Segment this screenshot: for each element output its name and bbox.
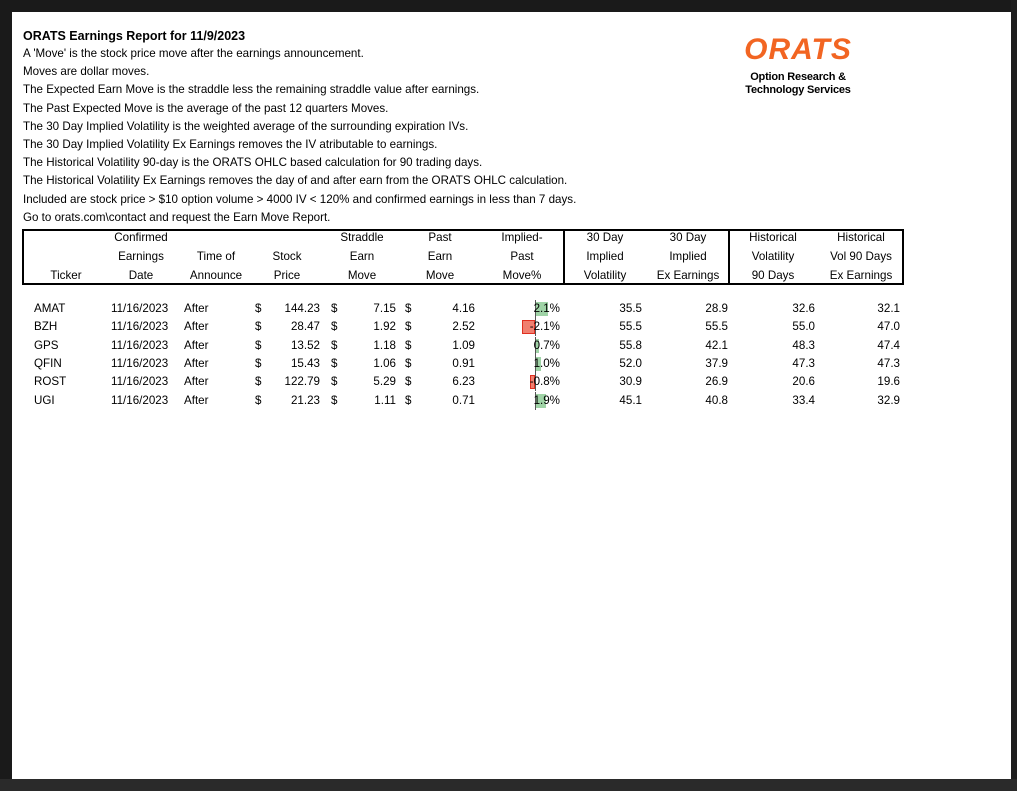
cell-ticker: UGI <box>34 393 55 407</box>
table-row <box>22 373 904 391</box>
cell-date: 11/16/2023 <box>111 320 169 334</box>
header-line: Volatility <box>583 268 627 282</box>
cell-past: 4.16 <box>452 302 475 315</box>
cell-hv90: 55.0 <box>792 320 815 334</box>
header-line: Straddle <box>340 231 384 244</box>
header-line: Move% <box>502 268 542 282</box>
cell-ratio: 1.0% <box>533 356 560 370</box>
header-line <box>22 248 110 267</box>
header-ticker <box>22 229 110 285</box>
report-notes <box>23 45 723 227</box>
logo-wordmark: ORATS <box>744 33 852 66</box>
cell-dollar: $ <box>405 375 412 389</box>
header-line: Price <box>273 268 301 282</box>
report-note: The Expected Earn Move is the straddle less the remaining straddle value after earnings. <box>23 83 480 97</box>
cell-price: 144.23 <box>284 302 320 315</box>
report-note: The Historical Volatility 90-day is the ORATS OHLC based calculation for 90 trading days. <box>23 156 483 170</box>
header-line: Earn <box>427 249 453 263</box>
cell-dollar: $ <box>255 375 262 389</box>
header-line: Historical <box>749 231 797 244</box>
table-row <box>22 392 904 410</box>
cell-ratio: 2.1% <box>533 302 560 315</box>
table-row <box>22 355 904 373</box>
header-line: 30 Day <box>669 231 707 244</box>
cell-price: 13.52 <box>290 338 320 352</box>
cell-dollar: $ <box>331 302 338 315</box>
cell-hvex: 47.3 <box>877 356 900 370</box>
cell-date: 11/16/2023 <box>111 338 169 352</box>
cell-time: After <box>184 393 209 407</box>
report-note: The 30 Day Implied Volatility is the weighted average of the surrounding expiration IVs. <box>23 119 469 133</box>
header-line: Historical <box>837 231 885 244</box>
cell-dollar: $ <box>331 356 338 370</box>
header-date <box>106 229 176 285</box>
cell-dollar: $ <box>405 338 412 352</box>
cell-dollar: $ <box>405 356 412 370</box>
cell-ivex: 37.9 <box>705 356 728 370</box>
header-line: Date <box>128 268 154 282</box>
header-line <box>182 229 250 248</box>
cell-price: 28.47 <box>290 320 320 334</box>
cell-straddle: 5.29 <box>373 375 396 389</box>
header-line: Past <box>510 249 534 263</box>
header-line: Earn <box>349 249 375 263</box>
cell-ratio: -0.8% <box>529 375 560 389</box>
cell-date: 11/16/2023 <box>111 393 169 407</box>
header-hvex <box>820 229 902 285</box>
cell-straddle: 7.15 <box>373 302 396 315</box>
cell-hvex: 32.9 <box>877 393 900 407</box>
report-note: Go to orats.com\contact and request the Earn Move Report. <box>23 210 331 224</box>
header-time <box>182 229 250 285</box>
cell-time: After <box>184 375 209 389</box>
cell-dollar: $ <box>405 302 412 315</box>
background-strip <box>0 779 1017 791</box>
report-note: Included are stock price > $10 option volume > 4000 IV < 120% and confirmed earnings in less than 7 days. <box>23 192 577 206</box>
cell-iv30: 35.5 <box>619 302 642 315</box>
header-price <box>258 229 316 285</box>
cell-hvex: 47.4 <box>877 338 900 352</box>
logo-line-2: Technology Services <box>745 84 851 96</box>
header-line: Stock <box>272 249 302 263</box>
cell-dollar: $ <box>255 356 262 370</box>
cell-past: 1.09 <box>452 338 475 352</box>
cell-date: 11/16/2023 <box>111 302 169 315</box>
header-ivex <box>648 229 728 285</box>
table-row <box>22 337 904 355</box>
cell-past: 0.71 <box>452 393 475 407</box>
cell-price: 21.23 <box>290 393 320 407</box>
report-note: The 30 Day Implied Volatility Ex Earnings removes the IV atributable to earnings. <box>23 138 438 152</box>
header-line <box>22 229 110 248</box>
header-line: Confirmed <box>114 231 168 244</box>
cell-iv30: 52.0 <box>619 356 642 370</box>
cell-price: 15.43 <box>290 356 320 370</box>
header-line: Ex Earnings <box>656 268 720 282</box>
header-line: Move <box>347 268 377 282</box>
cell-ticker: QFIN <box>34 356 62 370</box>
cell-ivex: 42.1 <box>705 338 728 352</box>
cell-straddle: 1.06 <box>373 356 396 370</box>
cell-hvex: 19.6 <box>877 375 900 389</box>
cell-ticker: ROST <box>34 375 67 389</box>
cell-iv30: 30.9 <box>619 375 642 389</box>
cell-hv90: 33.4 <box>792 393 815 407</box>
cell-dollar: $ <box>331 375 338 389</box>
report-title: ORATS Earnings Report for 11/9/2023 <box>23 29 246 43</box>
cell-ivex: 28.9 <box>705 302 728 315</box>
report-note: The Historical Volatility Ex Earnings removes the day of and after earn from the ORATS OHLC calculation. <box>23 174 568 188</box>
header-line: Implied <box>669 249 707 263</box>
table-row <box>22 300 904 318</box>
cell-ivex: 40.8 <box>705 393 728 407</box>
report-header <box>23 27 723 227</box>
orats-logo-mark <box>733 30 863 66</box>
cell-ticker: AMAT <box>34 302 66 315</box>
header-line: Earnings <box>118 249 164 263</box>
cell-dollar: $ <box>331 393 338 407</box>
cell-time: After <box>184 320 209 334</box>
cell-hvex: 47.0 <box>877 320 900 334</box>
cell-straddle: 1.92 <box>373 320 396 334</box>
cell-price: 122.79 <box>284 375 320 389</box>
cell-hv90: 47.3 <box>792 356 815 370</box>
cell-straddle: 1.11 <box>374 393 396 407</box>
header-line: Move <box>425 268 455 282</box>
cell-dollar: $ <box>255 338 262 352</box>
header-line: Volatility <box>751 249 795 263</box>
cell-iv30: 55.5 <box>619 320 642 334</box>
cell-ivex: 55.5 <box>705 320 728 334</box>
cell-ticker: BZH <box>34 320 58 334</box>
header-ratio <box>488 229 556 285</box>
cell-hv90: 32.6 <box>792 302 815 315</box>
header-line: Past <box>428 231 452 244</box>
cell-ivex: 26.9 <box>705 375 728 389</box>
cell-hv90: 48.3 <box>792 338 815 352</box>
window-edge <box>1011 0 1017 791</box>
cell-time: After <box>184 356 209 370</box>
cell-past: 0.91 <box>452 356 475 370</box>
cell-straddle: 1.18 <box>373 338 396 352</box>
cell-ratio: 1.9% <box>533 393 560 407</box>
cell-time: After <box>184 338 209 352</box>
cell-date: 11/16/2023 <box>111 356 169 370</box>
cell-dollar: $ <box>255 302 262 315</box>
header-line: Vol 90 Days <box>830 249 892 263</box>
table-row <box>22 318 904 336</box>
header-iv30 <box>567 229 643 285</box>
orats-logo <box>733 30 863 97</box>
cell-iv30: 55.8 <box>619 338 642 352</box>
cell-dollar: $ <box>331 320 338 334</box>
header-line: Time of <box>196 249 236 263</box>
cell-dollar: $ <box>405 393 412 407</box>
cell-ticker: GPS <box>34 338 59 352</box>
header-hv90 <box>732 229 814 285</box>
header-line: 30 Day <box>586 231 624 244</box>
cell-past: 2.52 <box>452 320 475 334</box>
header-line: Implied- <box>501 231 543 244</box>
header-line: 90 Days <box>751 268 795 282</box>
header-straddle <box>332 229 392 285</box>
header-line: Implied <box>586 249 624 263</box>
header-line: Ex Earnings <box>829 268 893 282</box>
cell-ratio: -2.1% <box>529 320 560 334</box>
logo-line-1: Option Research & <box>750 71 846 83</box>
cell-dollar: $ <box>405 320 412 334</box>
cell-iv30: 45.1 <box>619 393 642 407</box>
header-line <box>258 229 316 248</box>
report-note: The Past Expected Move is the average of the past 12 quarters Moves. <box>23 101 389 115</box>
cell-past: 6.23 <box>452 375 475 389</box>
cell-ratio: 0.7% <box>533 338 560 352</box>
cell-dollar: $ <box>331 338 338 352</box>
cell-dollar: $ <box>255 320 262 334</box>
cell-hvex: 32.1 <box>877 302 900 315</box>
cell-date: 11/16/2023 <box>111 375 169 389</box>
header-line: Announce <box>189 268 243 282</box>
report-note: Moves are dollar moves. <box>23 65 150 79</box>
header-past <box>412 229 468 285</box>
table-header <box>22 229 904 285</box>
cell-dollar: $ <box>255 393 262 407</box>
cell-hv90: 20.6 <box>792 375 815 389</box>
report-note: A 'Move' is the stock price move after the earnings announcement. <box>23 47 364 60</box>
header-line: Ticker <box>50 268 82 282</box>
cell-time: After <box>184 302 209 315</box>
